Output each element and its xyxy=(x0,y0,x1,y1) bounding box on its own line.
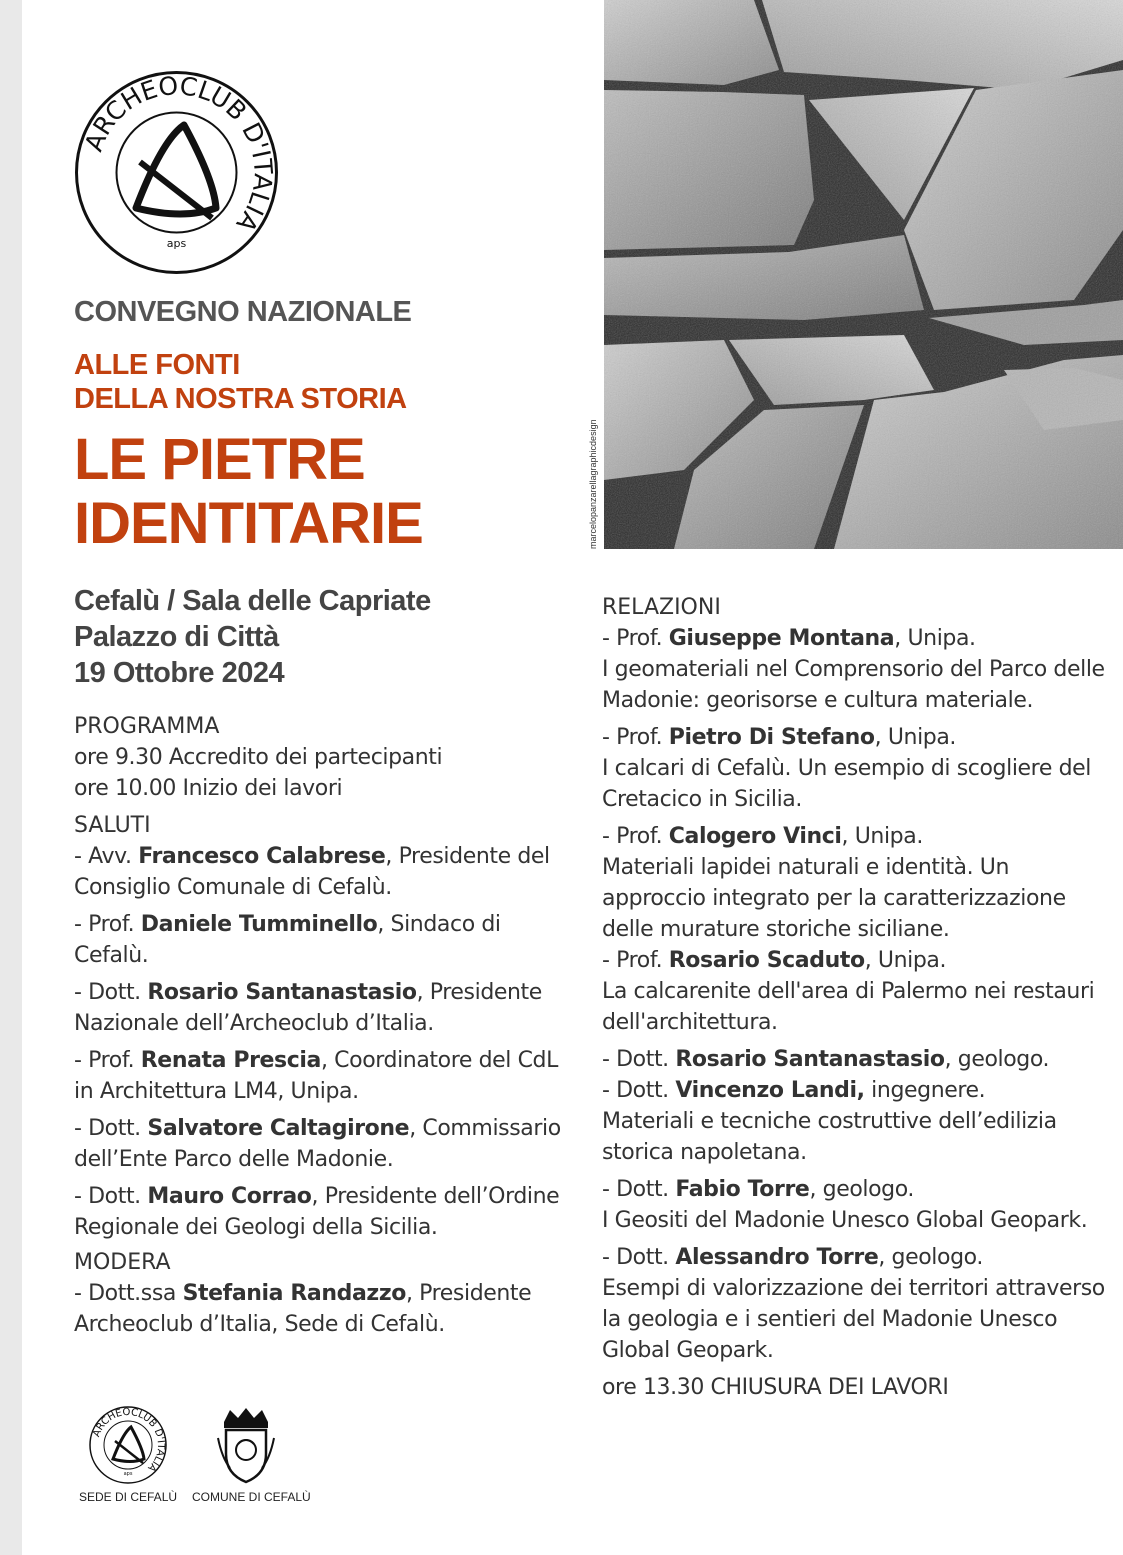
relazione-topic: I Geositi del Madonie Unesco Global Geopark. xyxy=(602,1208,1088,1233)
small-logo-ring-text: ARCHEOCLUB D'ITALIA xyxy=(91,1406,167,1474)
event-venue xyxy=(74,583,431,691)
relazione-speaker: - Prof. Calogero Vinci, Unipa. xyxy=(602,824,923,849)
archeoclub-cefalu-logo xyxy=(88,1405,168,1485)
relazione-speaker: - Dott. Rosario Santanastasio, geologo. xyxy=(602,1047,1050,1072)
relazione-topic: Materiali lapidei naturali e identità. Un approccio integrato per la caratterizzazione delle murature storiche siciliane. xyxy=(602,855,1066,942)
event-date: 19 Ottobre 2024 xyxy=(74,657,285,689)
subtitle-line-1: ALLE FONTI xyxy=(74,349,240,381)
venue-line-1: Cefalù / Sala delle Capriate xyxy=(74,585,431,617)
sede-caption: SEDE DI CEFALÙ xyxy=(79,1490,178,1504)
chiusura: ore 13.30 CHIUSURA DEI LAVORI xyxy=(602,1375,949,1400)
modera-title: MODERA xyxy=(74,1250,171,1275)
saluti-item: - Prof. Daniele Tumminello, Sindaco di Cefalù. xyxy=(74,912,501,968)
event-type: CONVEGNO NAZIONALE xyxy=(74,296,412,328)
program-column xyxy=(74,707,574,1340)
stone-wall-image xyxy=(604,0,1123,549)
event-subtitle xyxy=(74,348,407,416)
relazione-topic: La calcarenite dell'area di Palermo nei restauri dell'architettura. xyxy=(602,979,1095,1035)
saluti-item: - Prof. Renata Prescia, Coordinatore del CdL in Architettura LM4, Unipa. xyxy=(74,1048,558,1104)
archeoclub-logo xyxy=(74,70,279,275)
relazione-topic: I geomateriali nel Comprensorio del Parco delle Madonie: georisorse e cultura materiale. xyxy=(602,657,1105,713)
relazione-speaker: - Prof. Rosario Scaduto, Unipa. xyxy=(602,948,947,973)
saluti-item: - Dott. Salvatore Caltagirone, Commissario dell’Ente Parco delle Madonie. xyxy=(74,1116,561,1172)
saluti-item: - Dott. Rosario Santanastasio, Presidente Nazionale dell’Archeoclub d’Italia. xyxy=(74,980,542,1036)
relazione-speaker: - Dott. Fabio Torre, geologo. xyxy=(602,1177,915,1202)
photo-credit: marcelopanzarellagraphicdesign xyxy=(588,419,598,549)
programma-title: PROGRAMMA xyxy=(74,714,220,739)
title-line-2: IDENTITARIE xyxy=(74,491,423,556)
saluti-title: SALUTI xyxy=(74,813,151,838)
poster xyxy=(22,0,1123,1555)
relazioni-title: RELAZIONI xyxy=(602,595,721,620)
svg-text:ARCHEOCLUB D'ITALIA xyxy=(91,1407,166,1474)
relazione-speaker: - Dott. Vincenzo Landi, ingegnere. xyxy=(602,1078,986,1103)
relazione-speaker: - Prof. Giuseppe Montana, Unipa. xyxy=(602,626,976,651)
stone-wall-photo xyxy=(604,0,1123,549)
saluti-item: - Dott. Mauro Corrao, Presidente dell’Ordine Regionale dei Geologi della Sicilia. xyxy=(74,1184,560,1240)
programma-item: ore 9.30 Accredito dei partecipanti xyxy=(74,745,443,770)
relazione-topic: Materiali e tecniche costruttive dell’edilizia storica napoletana. xyxy=(602,1109,1057,1165)
relazione-speaker: - Dott. Alessandro Torre, geologo. xyxy=(602,1245,983,1270)
relazione-topic: Esempi di valorizzazione dei territori attraverso la geologia e i sentieri del Madonie Unesco Global Geopark. xyxy=(602,1276,1105,1363)
modera-item: - Dott.ssa Stefania Randazzo, Presidente Archeoclub d’Italia, Sede di Cefalù. xyxy=(74,1281,532,1337)
programma-item: ore 10.00 Inizio dei lavori xyxy=(74,776,343,801)
logo-ring-text: ARCHEOCLUB D'ITALIA xyxy=(78,71,278,238)
logo-sub: aps xyxy=(166,237,187,250)
venue-line-2: Palazzo di Città xyxy=(74,621,279,653)
relazione-topic: I calcari di Cefalù. Un esempio di scogliere del Cretacico in Sicilia. xyxy=(602,756,1091,812)
event-title xyxy=(74,428,423,556)
comune-cefalu-crest-icon xyxy=(216,1408,276,1484)
saluti-item: - Avv. Francesco Calabrese, Presidente del Consiglio Comunale di Cefalù. xyxy=(74,844,550,900)
small-logo-sub: aps xyxy=(123,1471,133,1477)
relazione-speaker: - Prof. Pietro Di Stefano, Unipa. xyxy=(602,725,957,750)
subtitle-line-2: DELLA NOSTRA STORIA xyxy=(74,383,407,415)
title-line-1: LE PIETRE xyxy=(74,427,365,492)
comune-caption: COMUNE DI CEFALÙ xyxy=(192,1490,311,1504)
relazioni-column xyxy=(602,588,1117,1403)
